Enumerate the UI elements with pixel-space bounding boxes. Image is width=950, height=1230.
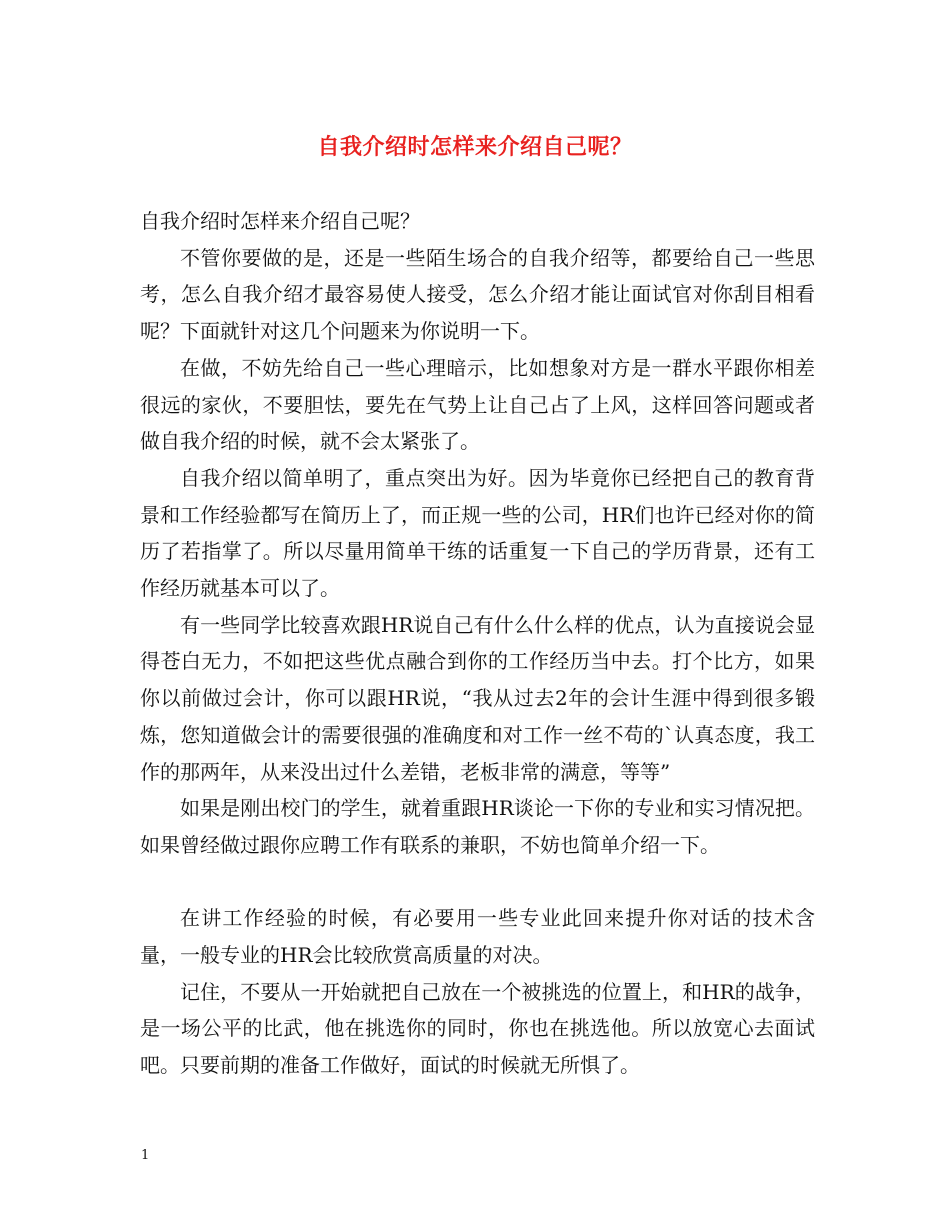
document-title: 自我介绍时怎样来介绍自己呢？ — [317, 134, 633, 160]
paragraph: 不管你要做的是，还是一些陌生场合的自我介绍等，都要给自己一些思考，怎么自我介绍才最容易使人接受，怎么介绍才能让面试官对你刮目相看呢？下面就针对这几个问题来为你说明一下。 — [140, 245, 815, 344]
paragraph: 自我介绍以简单明了，重点突出为好。因为毕竟你已经把自己的教育背景和工作经验都写在简历上了，而正规一些的公司，HR们也许已经对你的简历了若指掌了。所以尽量用简单干练的话重复一下自己的学历背景，还有工作经历就基本可以了。 — [140, 465, 815, 601]
paragraph: 在讲工作经验的时候，有必要用一些专业此回来提升你对话的技术含量，一般专业的HR会比较欣赏高质量的对决。 — [140, 906, 815, 968]
paragraph-heading: 自我介绍时怎样来介绍自己呢？ — [140, 209, 420, 233]
paragraph: 有一些同学比较喜欢跟HR说自己有什么什么样的优点，认为直接说会显得苍白无力，不如把这些优点融合到你的工作经历当中去。打个比方，如果你以前做过会计，你可以跟HR说，“我从过去2年的会计生涯中得到很多锻炼，您知道做会计的需要很强的准确度和对工作一丝不苟的`认真态度，我工作的那两年，从来没出过什么差错，老板非常的满意，等等” — [140, 612, 815, 784]
document-body — [140, 203, 815, 1084]
page-number: 1 — [141, 1148, 150, 1163]
paragraph: 如果是刚出校门的学生，就着重跟HR谈论一下你的专业和实习情况把。如果曾经做过跟你应聘工作有联系的兼职，不妨也简单介绍一下。 — [140, 796, 815, 857]
paragraph: 在做，不妨先给自己一些心理暗示，比如想象对方是一群水平跟你相差很远的家伙，不要胆怯，要先在气势上让自己占了上风，这样回答问题或者做自我介绍的时候，就不会太紧张了。 — [140, 355, 815, 454]
paragraph: 记住，不要从一开始就把自己放在一个被挑选的位置上，和HR的战争，是一场公平的比武，他在挑选你的同时，你也在挑选他。所以放宽心去面试吧。只要前期的准备工作做好，面试的时候就无所惧了。 — [140, 979, 815, 1078]
